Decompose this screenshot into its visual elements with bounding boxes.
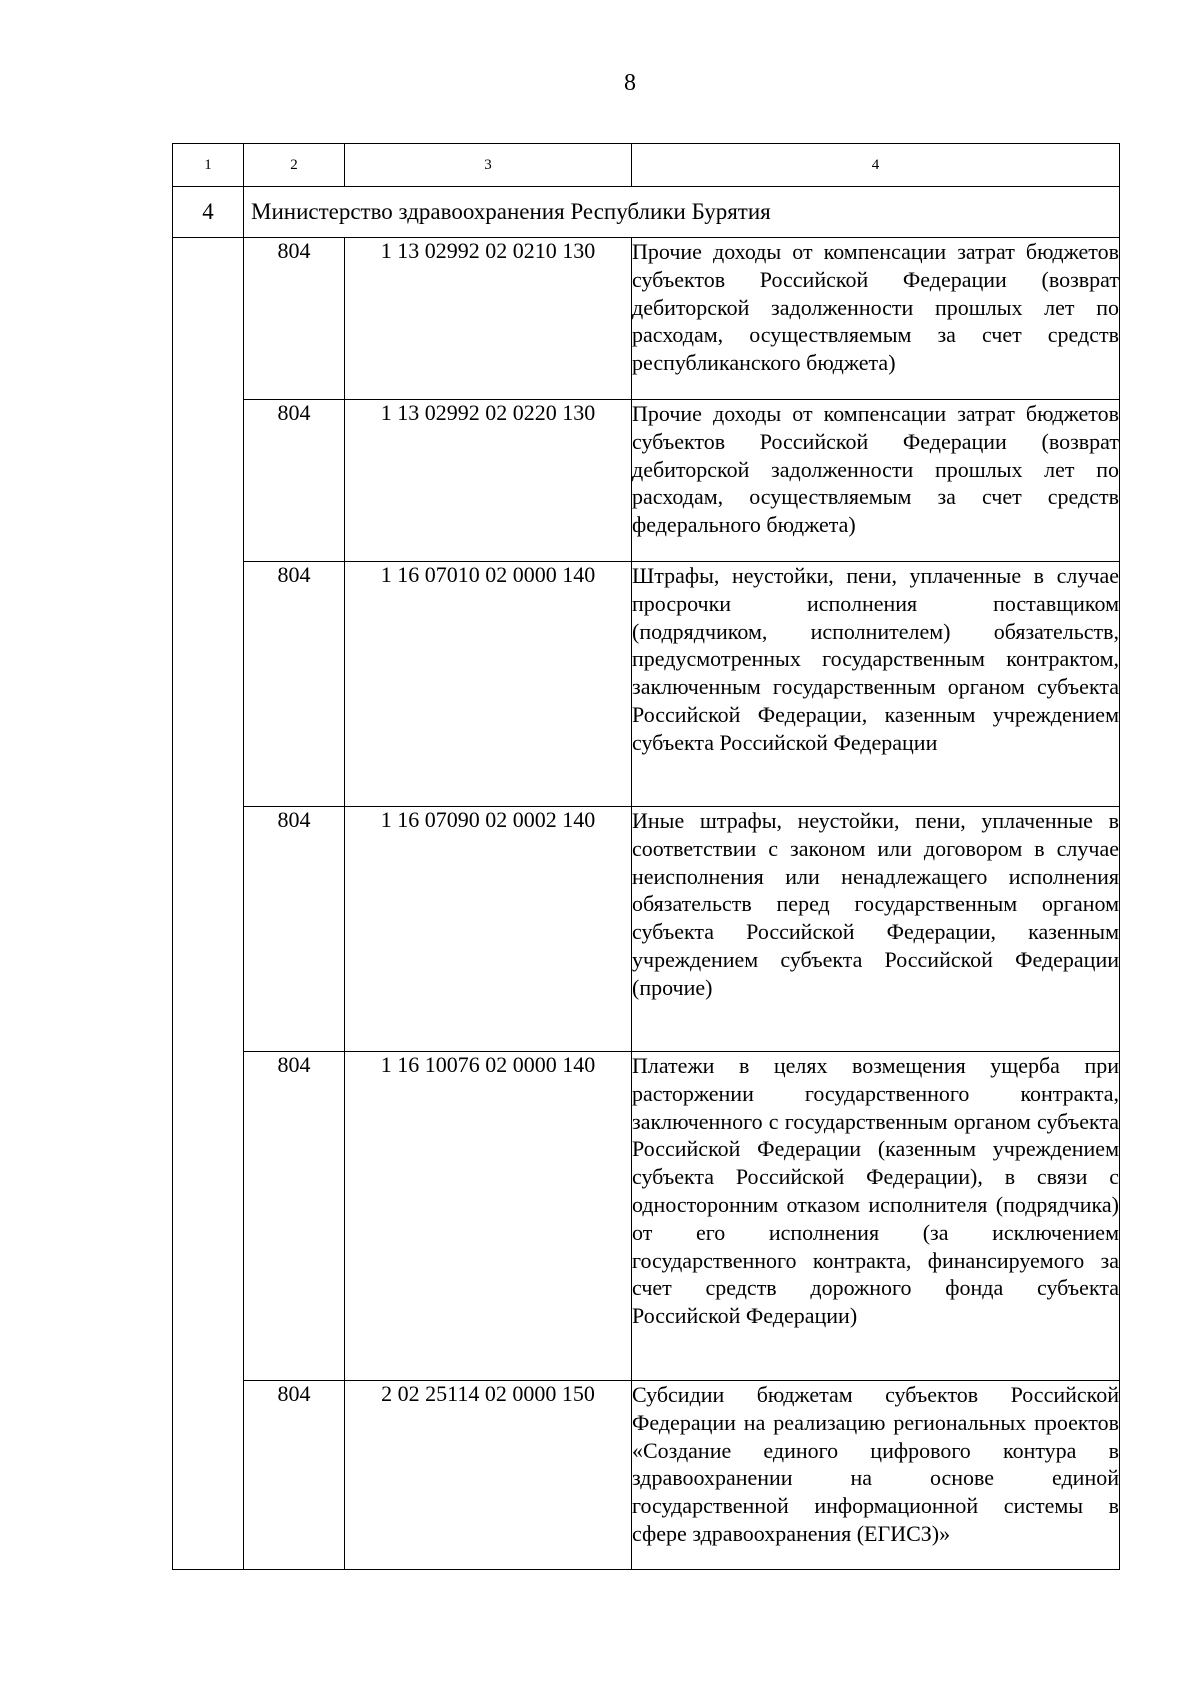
income-description: Прочие доходы от компенсации затрат бюджетов субъектов Российской Федерации (возврат дебиторской задолженности прошлых лет по расходам, осуществляемым за счет средств федерального бюджета) [632,400,1120,562]
header-cell: 1 [173,144,244,187]
budget-code: 2 02 25114 02 0000 150 [345,1381,632,1570]
table-row [173,1052,1120,1381]
admin-code: 804 [244,562,345,807]
budget-code: 1 16 07010 02 0000 140 [345,562,632,807]
income-description: Субсидии бюджетам субъектов Российской Федерации на реализацию региональных проектов «Создание единого цифрового контура в здравоохранении на основе единой государственной информационной системы в сфере здравоохранения (ЕГИСЗ)» [632,1381,1120,1570]
budget-code: 1 16 07090 02 0002 140 [345,807,632,1052]
page-number: 8 [624,70,636,96]
income-description: Платежи в целях возмещения ущерба при расторжении государственного контракта, заключенного с государственным органом субъекта Российской Федерации (казенным учреждением субъекта Российской Федерации), в связи с односторонним отказом исполнителя (подрядчика) от его исполнения (за исключением государственного контракта, финансируемого за счет средств дорожного фонда субъекта Российской Федерации) [632,1052,1120,1381]
admin-code: 804 [244,1381,345,1570]
ministry-row [173,187,1120,238]
ministry-number: 4 [173,187,244,238]
table-row [173,238,1120,400]
table-row [173,807,1120,1052]
income-description: Штрафы, неустойки, пени, уплаченные в случае просрочки исполнения поставщиком (подрядчиком, исполнителем) обязательств, предусмотренных государственным контрактом, заключенным государственным органом субъекта Российской Федерации, казенным учреждением субъекта Российской Федерации [632,562,1120,807]
budget-code: 1 13 02992 02 0210 130 [345,238,632,400]
header-cell: 2 [244,144,345,187]
table-header-row [173,144,1120,187]
empty-group-cell [173,238,244,1570]
revenue-codes-table [172,143,1120,1570]
budget-code: 1 16 10076 02 0000 140 [345,1052,632,1381]
header-cell: 4 [632,144,1120,187]
admin-code: 804 [244,1052,345,1381]
table-row [173,562,1120,807]
table-row [173,400,1120,562]
header-cell: 3 [345,144,632,187]
ministry-name: Министерство здравоохранения Республики Бурятия [244,187,1120,238]
income-description: Прочие доходы от компенсации затрат бюджетов субъектов Российской Федерации (возврат дебиторской задолженности прошлых лет по расходам, осуществляемым за счет средств республиканского бюджета) [632,238,1120,400]
admin-code: 804 [244,400,345,562]
table-row [173,1381,1120,1570]
budget-code: 1 13 02992 02 0220 130 [345,400,632,562]
income-description: Иные штрафы, неустойки, пени, уплаченные в соответствии с законом или договором в случае неисполнения или ненадлежащего исполнения обязательств перед государственным органом субъекта Российской Федерации, казенным учреждением субъекта Российской Федерации (прочие) [632,807,1120,1052]
admin-code: 804 [244,807,345,1052]
admin-code: 804 [244,238,345,400]
